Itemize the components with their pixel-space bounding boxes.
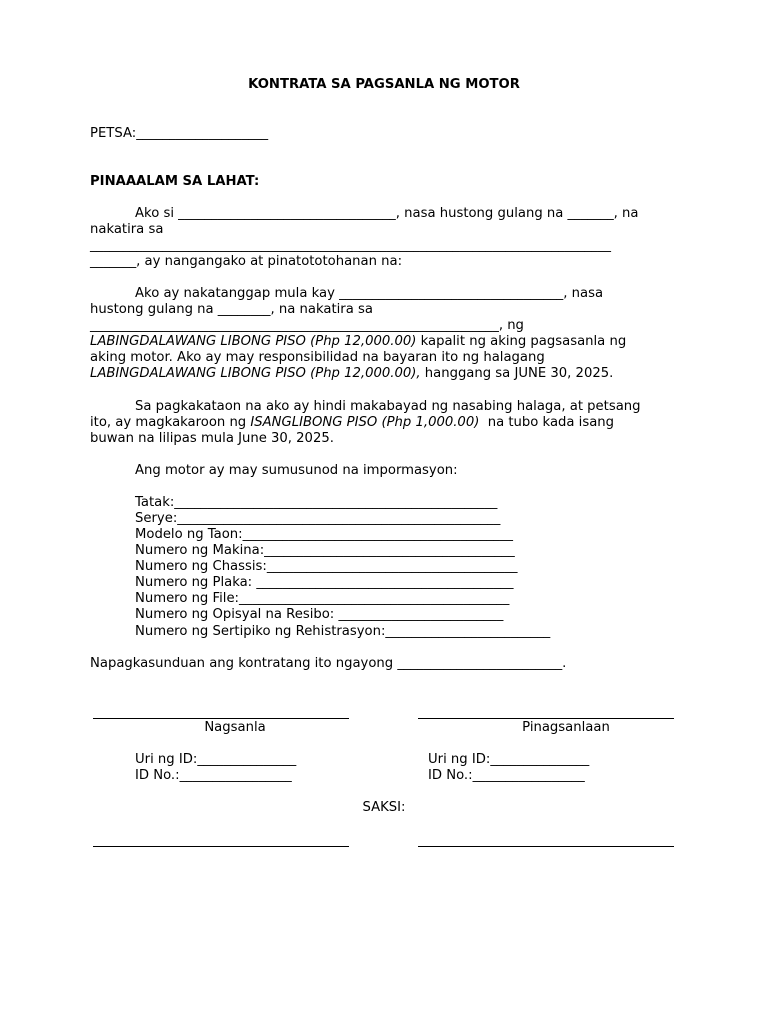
document-title: KONTRATA SA PAGSANLA NG MOTOR — [248, 77, 520, 92]
pawner-label: Nagsanla — [204, 720, 266, 735]
motor-field-registration-no: Numero ng Sertipiko ng Rehistrasyon:_________________________ — [135, 624, 551, 639]
para2-line6 — [90, 366, 613, 382]
pawnee-label: Pinagsanlaan — [522, 720, 610, 735]
right-id-no: ID No.:_________________ — [428, 768, 585, 783]
right-id-type: Uri ng ID:_______________ — [428, 752, 590, 767]
interest-amount: ISANGLIBONG PISO (Php 1,000.00) — [250, 415, 480, 430]
para3-line1: Sa pagkakataon na ako ay hindi makabayad ng nasabing halaga, at petsang — [135, 399, 641, 414]
para3-line2-start: ito, ay magkakaroon ng — [90, 415, 251, 430]
motor-field-receipt-no: Numero ng Opisyal na Resibo: _________________________ — [135, 607, 504, 622]
amount-words-2: LABINGDALAWANG LIBONG PISO (Php 12,000.00), — [90, 366, 421, 381]
agreement-line: Napagkasunduan ang kontratang ito ngayong _________________________. — [90, 656, 567, 671]
para2-line2: hustong gulang na ________, na nakatira sa — [90, 302, 373, 317]
date-line: PETSA:____________________ — [90, 126, 269, 141]
para1-line4: _______, ay nangangako at pinatototohanan na: — [90, 254, 403, 269]
motor-field-plate-no: Numero ng Plaka: _______________________________________ — [135, 575, 514, 590]
motor-field-engine-no: Numero ng Makina:______________________________________ — [135, 543, 515, 558]
para3-line2 — [90, 415, 614, 431]
para2-line4 — [90, 334, 626, 350]
motor-field-chassis-no: Numero ng Chassis:______________________________________ — [135, 559, 518, 574]
para2-line1: Ako ay nakatanggap mula kay __________________________________, nasa — [135, 286, 604, 301]
para1-line1: Ako si _________________________________, nasa hustong gulang na _______, na — [135, 206, 639, 221]
para1-line3: _______________________________________________________________________________ — [90, 238, 611, 253]
motor-intro: Ang motor ay may sumusunod na impormasyon: — [135, 463, 458, 478]
motor-field-file-no: Numero ng File:_________________________________________ — [135, 591, 510, 606]
para2-line5: aking motor. Ako ay may responsibilidad na bayaran ito ng halagang — [90, 350, 545, 365]
motor-field-brand: Tatak:_________________________________________________ — [135, 495, 498, 510]
left-id-type: Uri ng ID:_______________ — [135, 752, 297, 767]
para2-line3: ______________________________________________________________, ng — [90, 318, 524, 333]
signature-line-left — [93, 718, 349, 719]
para3-line2-rest: na tubo kada isang — [479, 415, 615, 430]
para1-line2: nakatira sa — [90, 222, 164, 237]
para2-line4-rest: kapalit ng aking pagsasanla ng — [416, 334, 627, 349]
para3-line3: buwan na lilipas mula June 30, 2025. — [90, 431, 334, 446]
motor-field-model-year: Modelo ng Taon:_________________________________________ — [135, 527, 513, 542]
left-id-no: ID No.:_________________ — [135, 768, 292, 783]
witness-signature-line-right — [418, 846, 674, 847]
amount-words-1: LABINGDALAWANG LIBONG PISO (Php 12,000.00) — [90, 334, 417, 349]
para2-line6-rest: hanggang sa JUNE 30, 2025. — [420, 366, 614, 381]
motor-field-series: Serye:_________________________________________________ — [135, 511, 501, 526]
witness-label: SAKSI: — [362, 800, 406, 815]
notice-heading: PINAAALAM SA LAHAT: — [90, 174, 260, 189]
witness-signature-line-left — [93, 846, 349, 847]
signature-line-right — [418, 718, 674, 719]
